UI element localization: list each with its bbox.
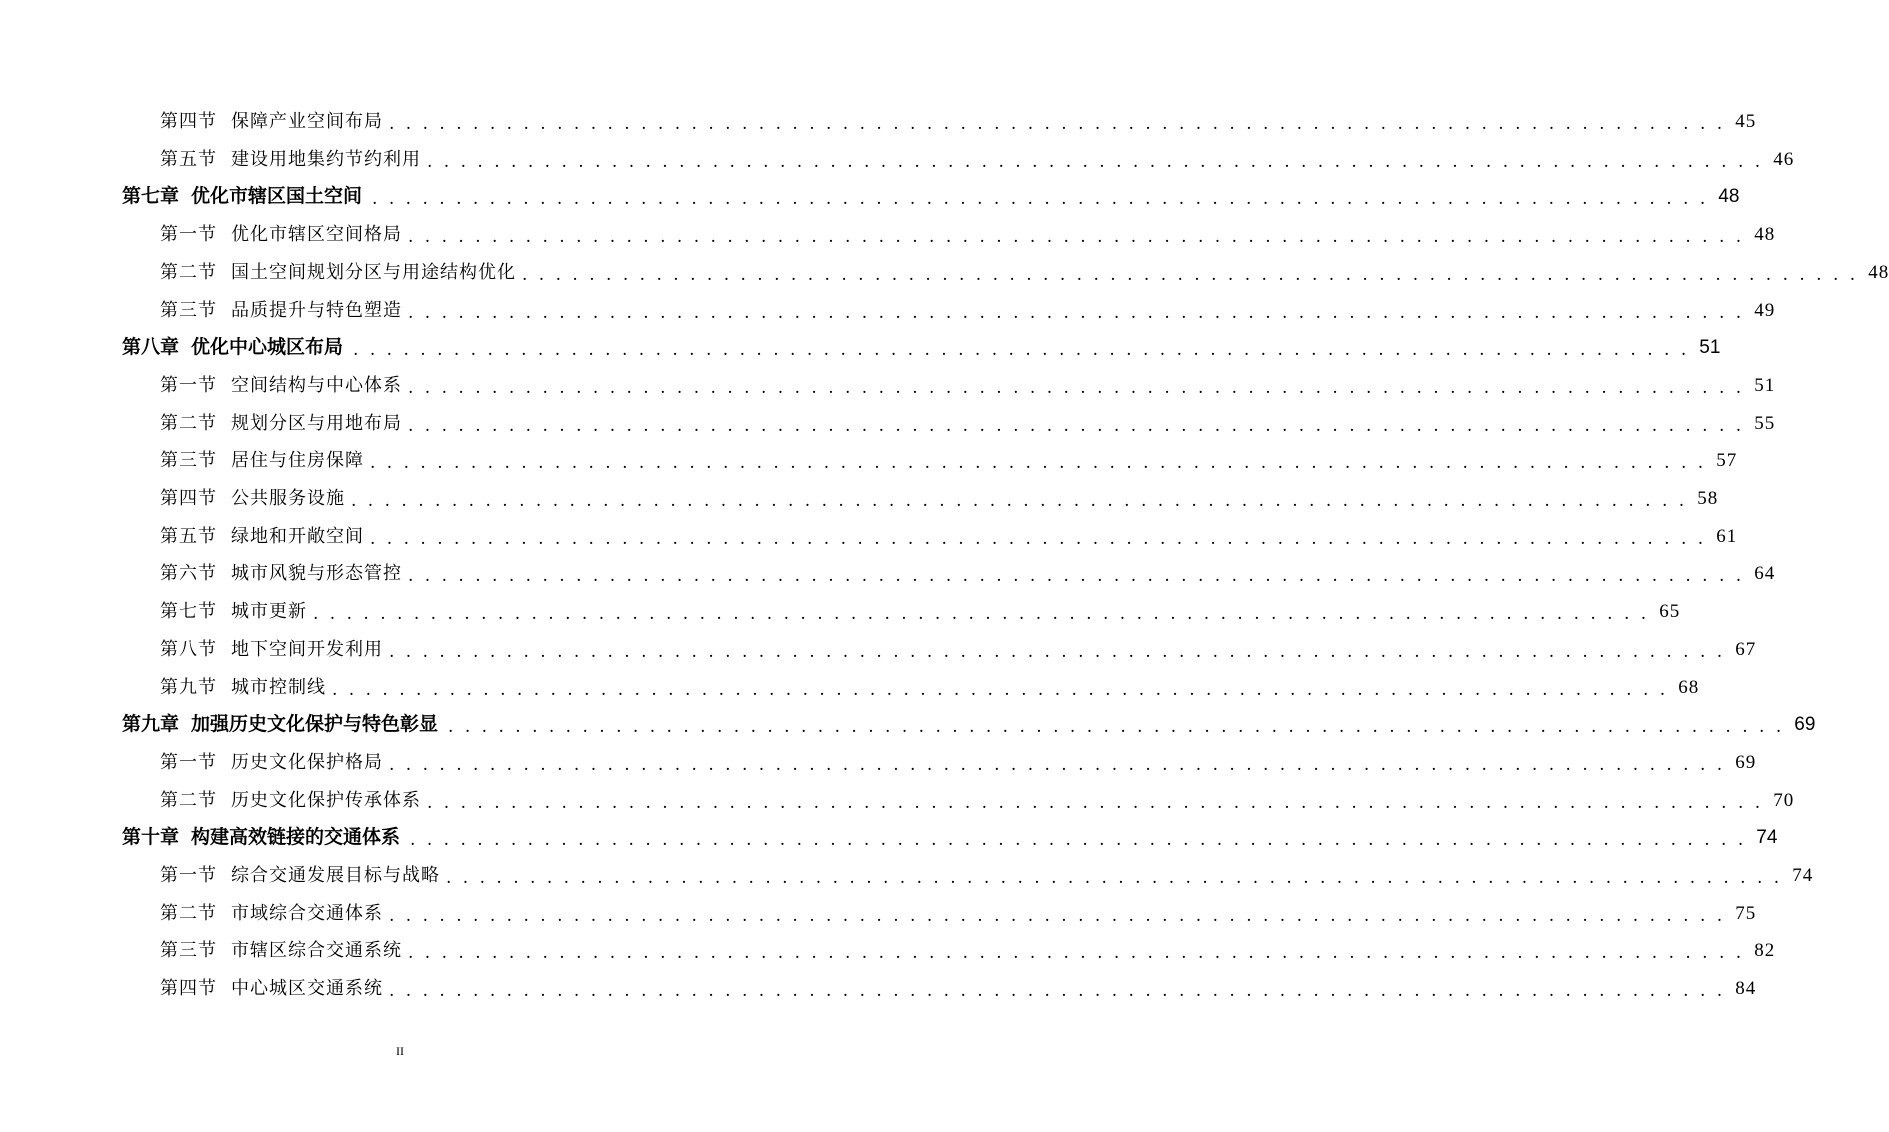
toc-entry-title: 中心城区交通系统: [231, 978, 383, 1000]
toc-entry-page-number: 69: [1735, 751, 1757, 773]
toc-section-entry[interactable]: [160, 895, 1757, 926]
toc-entry-page-number: 55: [1754, 412, 1776, 434]
dot-leader: . . . . . . . . . . . . . . . . . . . . . . . . . . . . . . . . . . . . . . . . . . . . . . . . . . . . . . . . . . . . . . . . . . . . . . . . . . . . . . . .: [408, 415, 1745, 436]
toc-entry-title: 优化市辖区空间格局: [231, 224, 402, 246]
toc-entry-page-number: 61: [1716, 525, 1738, 547]
toc-section-entry[interactable]: [160, 593, 1681, 625]
toc-entry-page-number: 69: [1794, 714, 1816, 736]
dot-leader: . . . . . . . . . . . . . . . . . . . . . . . . . . . . . . . . . . . . . . . . . . . . . . . . . . . . . . . . . . . . . . . . . . . . . . . . . . . . . . . .: [372, 189, 1709, 210]
dot-leader: . . . . . . . . . . . . . . . . . . . . . . . . . . . . . . . . . . . . . . . . . . . . . . . . . . . . . . . . . . . . . . . . . . . . . . . . . . . . . . . .: [389, 641, 1726, 662]
dot-leader: . . . . . . . . . . . . . . . . . . . . . . . . . . . . . . . . . . . . . . . . . . . . . . . . . . . . . . . . . . . . . . . . . . . . . . . . . . . . . . . .: [427, 792, 1764, 813]
toc-entry-number: 第二节: [160, 902, 217, 924]
toc-entry-title: 优化市辖区国土空间: [191, 185, 363, 208]
toc-entry-title: 构建高效链接的交通体系: [191, 826, 401, 849]
toc-entry-page-number: 64: [1754, 563, 1776, 585]
dot-leader: . . . . . . . . . . . . . . . . . . . . . . . . . . . . . . . . . . . . . . . . . . . . . . . . . . . . . . . . . . . . . . . . . . . . . . . . . . . . . . . .: [448, 717, 1785, 738]
toc-entry-number: 第一节: [160, 224, 217, 246]
toc-entry-title: 历史文化保护传承体系: [231, 789, 421, 811]
toc-entry-number: 第四节: [160, 978, 217, 1000]
dot-leader: . . . . . . . . . . . . . . . . . . . . . . . . . . . . . . . . . . . . . . . . . . . . . . . . . . . . . . . . . . . . . . . . . . . . . . . . . . . . . . . .: [370, 453, 1707, 474]
toc-section-entry[interactable]: [160, 405, 1776, 436]
toc-entry-title: 绿地和开敞空间: [231, 525, 364, 547]
toc-entry-number: 第十章: [122, 826, 180, 849]
toc-section-entry[interactable]: [160, 932, 1776, 964]
toc-entry-number: 第三节: [160, 450, 217, 472]
toc-entry-title: 居住与住房保障: [231, 450, 364, 472]
dot-leader: . . . . . . . . . . . . . . . . . . . . . . . . . . . . . . . . . . . . . . . . . . . . . . . . . . . . . . . . . . . . . . . . . . . . . . . . . . . . . . . .: [332, 679, 1669, 700]
toc-chapter-entry[interactable]: [122, 329, 1721, 361]
toc-entry-number: 第九章: [122, 713, 180, 736]
toc-entry-number: 第九节: [160, 676, 217, 698]
toc-section-entry[interactable]: [160, 555, 1776, 587]
dot-leader: . . . . . . . . . . . . . . . . . . . . . . . . . . . . . . . . . . . . . . . . . . . . . . . . . . . . . . . . . . . . . . . . . . . . . . . . . . . . . . . .: [427, 151, 1764, 172]
toc-chapter-entry[interactable]: [122, 819, 1778, 851]
toc-entry-title: 地下空间开发利用: [231, 638, 383, 660]
toc-chapter-entry[interactable]: [122, 706, 1816, 738]
toc-entry-page-number: 51: [1754, 374, 1776, 396]
toc-entry-title: 保障产业空间布局: [231, 111, 383, 132]
dot-leader: . . . . . . . . . . . . . . . . . . . . . . . . . . . . . . . . . . . . . . . . . . . . . . . . . . . . . . . . . . . . . . . . . . . . . . . . . . . . . . . .: [313, 604, 1650, 625]
toc-section-entry[interactable]: [160, 216, 1776, 248]
toc-section-entry[interactable]: [160, 254, 1889, 285]
dot-leader: . . . . . . . . . . . . . . . . . . . . . . . . . . . . . . . . . . . . . . . . . . . . . . . . . . . . . . . . . . . . . . . . . . . . . . . . . . . . . . . .: [389, 114, 1726, 134]
toc-section-entry[interactable]: [160, 857, 1814, 888]
toc-entry-number: 第三节: [160, 299, 217, 321]
toc-entry-page-number: 75: [1735, 902, 1757, 924]
toc-entry-title: 城市更新: [231, 601, 307, 623]
dot-leader: . . . . . . . . . . . . . . . . . . . . . . . . . . . . . . . . . . . . . . . . . . . . . . . . . . . . . . . . . . . . . . . . . . . . . . . . . . . . . . . .: [389, 754, 1726, 775]
dot-leader: . . . . . . . . . . . . . . . . . . . . . . . . . . . . . . . . . . . . . . . . . . . . . . . . . . . . . . . . . . . . . . . . . . . . . . . . . . . . . . . .: [408, 943, 1745, 964]
dot-leader: . . . . . . . . . . . . . . . . . . . . . . . . . . . . . . . . . . . . . . . . . . . . . . . . . . . . . . . . . . . . . . . . . . . . . . . . . . . . . . . .: [353, 340, 1690, 361]
toc-entry-number: 第八节: [160, 638, 217, 660]
toc-entry-title: 国土空间规划分区与用途结构优化: [231, 261, 516, 283]
toc-entry-number: 第七节: [160, 601, 217, 623]
toc-entry-title: 品质提升与特色塑造: [231, 299, 402, 321]
toc-section-entry[interactable]: [160, 782, 1795, 813]
toc-entry-page-number: 82: [1754, 940, 1776, 962]
toc-entry-title: 空间结构与中心体系: [231, 374, 402, 396]
toc-entry-title: 规划分区与用地布局: [231, 412, 402, 434]
toc-entry-page-number: 65: [1659, 601, 1681, 623]
toc-entry-page-number: 48: [1868, 261, 1889, 283]
toc-entry-page-number: 46: [1773, 148, 1795, 170]
toc-entry-title: 历史文化保护格局: [231, 751, 383, 773]
page-number-footer: II: [396, 1044, 404, 1058]
dot-leader: . . . . . . . . . . . . . . . . . . . . . . . . . . . . . . . . . . . . . . . . . . . . . . . . . . . . . . . . . . . . . . . . . . . . . . . . . . . . . . . .: [410, 830, 1747, 851]
toc-section-entry[interactable]: [160, 970, 1757, 1002]
dot-leader: . . . . . . . . . . . . . . . . . . . . . . . . . . . . . . . . . . . . . . . . . . . . . . . . . . . . . . . . . . . . . . . . . . . . . . . . . . . . . . . .: [408, 227, 1745, 248]
toc-section-entry[interactable]: [160, 367, 1776, 398]
toc-entry-page-number: 48: [1718, 186, 1740, 208]
toc-entry-number: 第六节: [160, 563, 217, 585]
toc-section-entry[interactable]: [160, 744, 1757, 775]
toc-chapter-entry[interactable]: [122, 178, 1740, 210]
dot-leader: . . . . . . . . . . . . . . . . . . . . . . . . . . . . . . . . . . . . . . . . . . . . . . . . . . . . . . . . . . . . . . . . . . . . . . . . . . . . . . . .: [370, 528, 1707, 549]
toc-entry-page-number: 74: [1756, 827, 1778, 849]
dot-leader: . . . . . . . . . . . . . . . . . . . . . . . . . . . . . . . . . . . . . . . . . . . . . . . . . . . . . . . . . . . . . . . . . . . . . . . . . . . . . . . .: [522, 264, 1859, 285]
toc-entry-page-number: 49: [1754, 299, 1776, 321]
toc-entry-number: 第三节: [160, 940, 217, 962]
dot-leader: . . . . . . . . . . . . . . . . . . . . . . . . . . . . . . . . . . . . . . . . . . . . . . . . . . . . . . . . . . . . . . . . . . . . . . . . . . . . . . . .: [408, 377, 1745, 398]
toc-section-entry[interactable]: [160, 480, 1719, 511]
toc-section-entry[interactable]: [160, 103, 1757, 134]
dot-leader: . . . . . . . . . . . . . . . . . . . . . . . . . . . . . . . . . . . . . . . . . . . . . . . . . . . . . . . . . . . . . . . . . . . . . . . . . . . . . . . .: [408, 302, 1745, 323]
dot-leader: . . . . . . . . . . . . . . . . . . . . . . . . . . . . . . . . . . . . . . . . . . . . . . . . . . . . . . . . . . . . . . . . . . . . . . . . . . . . . . . .: [351, 491, 1688, 511]
toc-entry-number: 第七章: [122, 185, 180, 208]
toc-section-entry[interactable]: [160, 292, 1776, 323]
toc-entry-number: 第一节: [160, 751, 217, 773]
toc-entry-title: 城市控制线: [231, 676, 326, 698]
dot-leader: . . . . . . . . . . . . . . . . . . . . . . . . . . . . . . . . . . . . . . . . . . . . . . . . . . . . . . . . . . . . . . . . . . . . . . . . . . . . . . . .: [408, 566, 1745, 587]
toc-entry-page-number: 45: [1735, 111, 1757, 132]
toc-entry-title: 公共服务设施: [231, 488, 345, 509]
toc-entry-page-number: 51: [1699, 337, 1721, 359]
toc-entry-number: 第二节: [160, 261, 217, 283]
toc-entry-number: 第一节: [160, 865, 217, 886]
toc-entry-title: 加强历史文化保护与特色彰显: [191, 713, 439, 736]
toc-entry-number: 第一节: [160, 374, 217, 396]
toc-entry-page-number: 74: [1792, 865, 1814, 886]
toc-entry-page-number: 57: [1716, 450, 1738, 472]
toc-entry-title: 综合交通发展目标与战略: [231, 865, 440, 886]
dot-leader: . . . . . . . . . . . . . . . . . . . . . . . . . . . . . . . . . . . . . . . . . . . . . . . . . . . . . . . . . . . . . . . . . . . . . . . . . . . . . . . .: [389, 981, 1726, 1002]
toc-section-entry[interactable]: [160, 442, 1738, 474]
toc-entry-number: 第五节: [160, 148, 217, 170]
toc-entry-number: 第八章: [122, 336, 180, 359]
toc-entry-page-number: 70: [1773, 789, 1795, 811]
toc-entry-page-number: 68: [1678, 676, 1700, 698]
toc-entry-number: 第四节: [160, 488, 217, 509]
toc-entry-number: 第二节: [160, 789, 217, 811]
toc-entry-title: 建设用地集约节约利用: [231, 148, 421, 170]
dot-leader: . . . . . . . . . . . . . . . . . . . . . . . . . . . . . . . . . . . . . . . . . . . . . . . . . . . . . . . . . . . . . . . . . . . . . . . . . . . . . . . .: [389, 905, 1726, 926]
toc-entry-title: 市辖区综合交通系统: [231, 940, 402, 962]
toc-section-entry[interactable]: [160, 141, 1795, 172]
toc-entry-page-number: 84: [1735, 978, 1757, 1000]
toc-entry-page-number: 48: [1754, 224, 1776, 246]
toc-entry-number: 第二节: [160, 412, 217, 434]
toc-section-entry[interactable]: [160, 518, 1738, 549]
toc-entry-title: 市域综合交通体系: [231, 902, 383, 924]
toc-entry-page-number: 67: [1735, 638, 1757, 660]
toc-section-entry[interactable]: [160, 631, 1757, 662]
toc-entry-title: 优化中心城区布局: [191, 336, 344, 359]
toc-entry-page-number: 58: [1697, 488, 1719, 509]
toc-entry-number: 第四节: [160, 111, 217, 132]
toc-section-entry[interactable]: [160, 669, 1700, 700]
dot-leader: . . . . . . . . . . . . . . . . . . . . . . . . . . . . . . . . . . . . . . . . . . . . . . . . . . . . . . . . . . . . . . . . . . . . . . . . . . . . . . . .: [446, 868, 1783, 888]
toc-entry-number: 第五节: [160, 525, 217, 547]
toc-entry-title: 城市风貌与形态管控: [231, 563, 402, 585]
